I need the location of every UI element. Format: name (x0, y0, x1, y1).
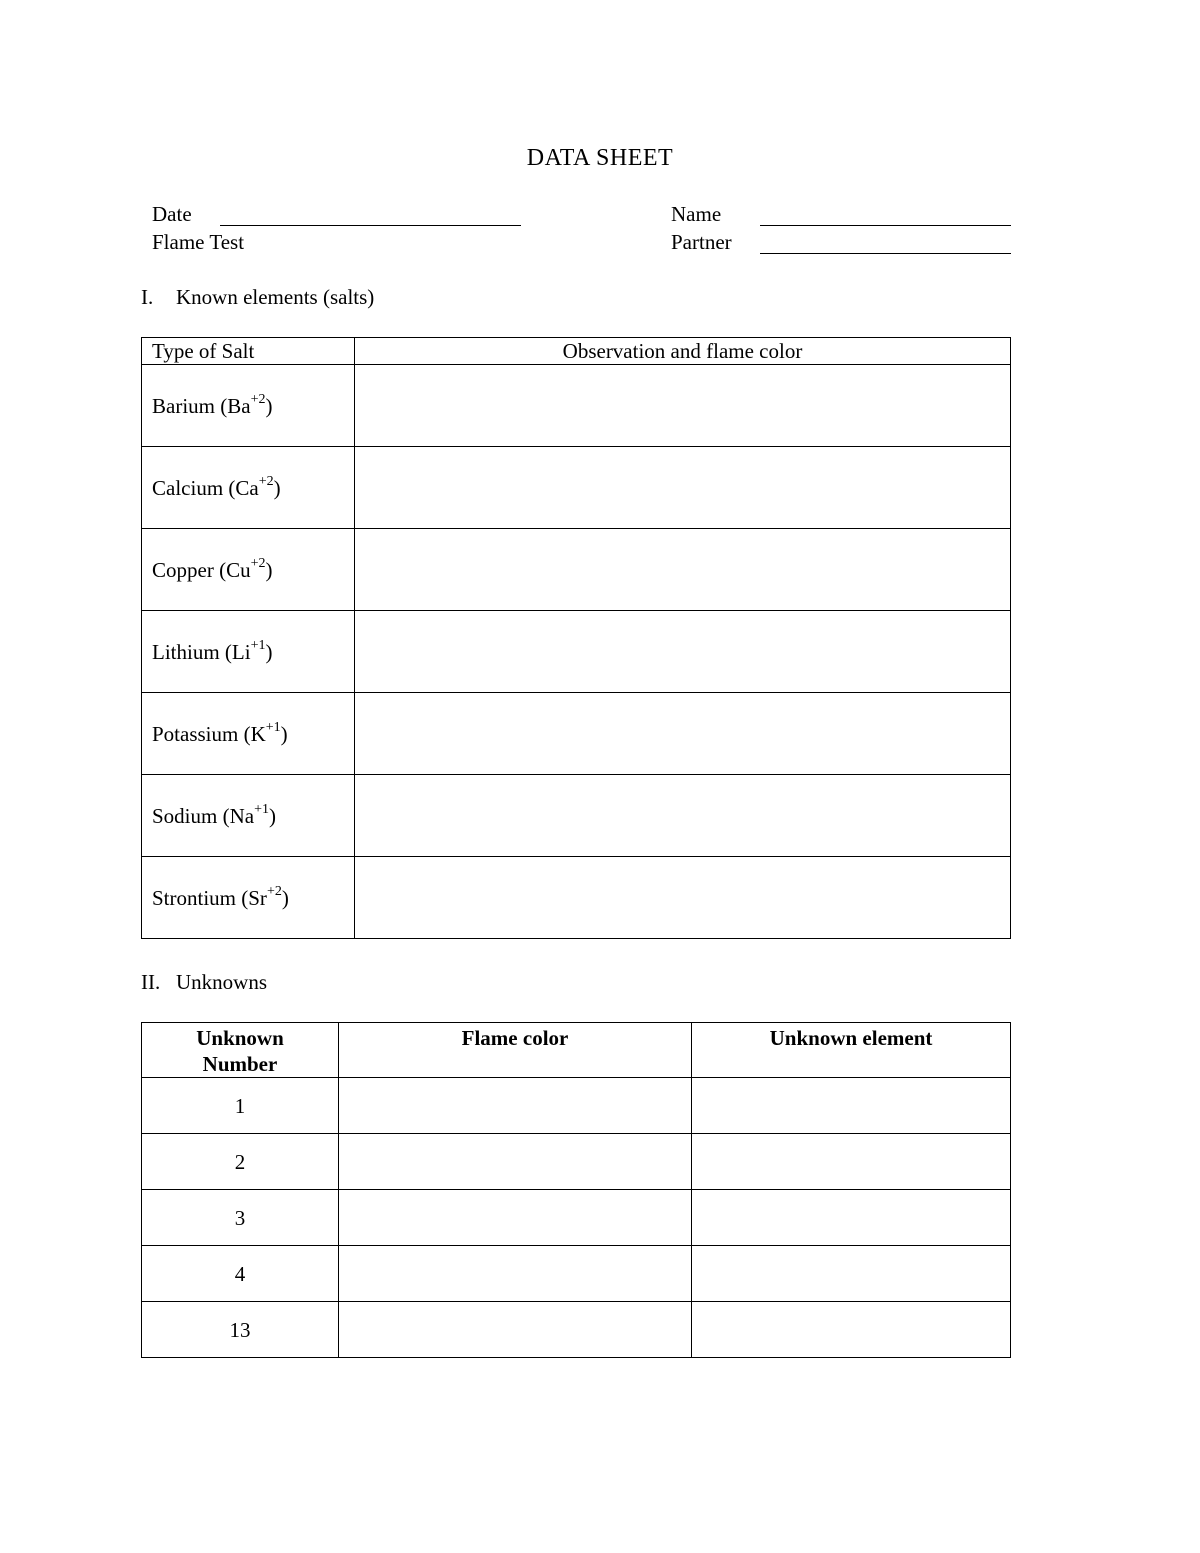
salt-charge: +2 (266, 883, 282, 899)
salt-charge: +2 (250, 555, 266, 571)
salt-charge: +2 (250, 391, 266, 407)
salt-name-cell (142, 693, 355, 775)
section-known-heading (141, 284, 374, 310)
salt-name: Barium (Ba (152, 393, 251, 418)
table-row (142, 1190, 1011, 1246)
table-row (142, 775, 1011, 857)
unknown-element-cell[interactable] (692, 1190, 1011, 1246)
unknown-element-cell[interactable] (692, 1302, 1011, 1358)
experiment-label: Flame Test (152, 230, 245, 254)
unknown-number-cell: 3 (142, 1190, 339, 1246)
col-header-unknown-element: Unknown element (692, 1023, 1011, 1078)
salt-close-paren: ) (280, 721, 288, 746)
flame-color-cell[interactable] (339, 1078, 692, 1134)
salt-charge: +2 (258, 473, 274, 489)
table-row (142, 693, 1011, 775)
table-row (142, 365, 1011, 447)
salt-close-paren: ) (268, 803, 276, 828)
section-known-number: I. (141, 285, 154, 309)
partner-label: Partner (671, 230, 732, 254)
table-row (142, 1302, 1011, 1358)
salt-name-cell (142, 529, 355, 611)
unknown-element-cell[interactable] (692, 1078, 1011, 1134)
table-row (142, 1246, 1011, 1302)
salt-name: Potassium (K (152, 721, 266, 746)
unknowns-table (141, 1022, 1011, 1358)
unknown-element-cell[interactable] (692, 1246, 1011, 1302)
col-header-observation: Observation and flame color (355, 338, 1011, 365)
name-label: Name (671, 202, 722, 226)
unknown-number-cell: 2 (142, 1134, 339, 1190)
salt-name: Copper (Cu (152, 557, 251, 582)
observation-cell[interactable] (355, 611, 1011, 693)
salt-charge: +1 (265, 719, 281, 735)
unknown-number-cell: 1 (142, 1078, 339, 1134)
salt-name: Strontium (Sr (152, 885, 267, 910)
salt-name-cell (142, 447, 355, 529)
table-row (142, 611, 1011, 693)
unknown-number-cell: 13 (142, 1302, 339, 1358)
observation-cell[interactable] (355, 693, 1011, 775)
section-unknowns-heading (141, 969, 267, 995)
observation-cell[interactable] (355, 365, 1011, 447)
section-known-title: Known elements (salts) (176, 285, 375, 309)
section-unknowns-number: II. (141, 970, 161, 994)
observation-cell[interactable] (355, 775, 1011, 857)
salt-name-cell (142, 365, 355, 447)
section-unknowns-title: Unknowns (176, 970, 268, 994)
salt-name: Sodium (Na (152, 803, 255, 828)
flame-color-cell[interactable] (339, 1134, 692, 1190)
unknowns-table-header-row (142, 1023, 1011, 1078)
col-header-unknown-number: Unknown Number (142, 1023, 339, 1078)
salt-name: Lithium (Li (152, 639, 251, 664)
table-row (142, 447, 1011, 529)
name-field[interactable] (760, 225, 1011, 226)
unknown-element-cell[interactable] (692, 1134, 1011, 1190)
date-label: Date (152, 202, 192, 226)
observation-cell[interactable] (355, 447, 1011, 529)
salt-close-paren: ) (281, 885, 289, 910)
col-header-type-of-salt: Type of Salt (142, 338, 355, 365)
salt-charge: +1 (250, 637, 266, 653)
known-table-header-row (142, 338, 1011, 365)
partner-field[interactable] (760, 253, 1011, 254)
date-field[interactable] (220, 225, 521, 226)
salt-close-paren: ) (265, 557, 273, 582)
salt-close-paren: ) (273, 475, 281, 500)
page-title: DATA SHEET (526, 145, 674, 171)
observation-cell[interactable] (355, 529, 1011, 611)
salt-charge: +1 (254, 801, 269, 817)
table-row (142, 857, 1011, 939)
flame-color-cell[interactable] (339, 1302, 692, 1358)
salt-name-cell (142, 775, 355, 857)
known-salts-table (141, 337, 1011, 939)
table-row (142, 529, 1011, 611)
flame-color-cell[interactable] (339, 1246, 692, 1302)
salt-name-cell (142, 857, 355, 939)
salt-close-paren: ) (265, 639, 273, 664)
flame-color-cell[interactable] (339, 1190, 692, 1246)
observation-cell[interactable] (355, 857, 1011, 939)
salt-close-paren: ) (265, 393, 273, 418)
salt-name: Calcium (Ca (152, 475, 259, 500)
salt-name-cell (142, 611, 355, 693)
unknown-number-cell: 4 (142, 1246, 339, 1302)
table-row (142, 1134, 1011, 1190)
table-row (142, 1078, 1011, 1134)
col-header-flame-color: Flame color (339, 1023, 692, 1078)
